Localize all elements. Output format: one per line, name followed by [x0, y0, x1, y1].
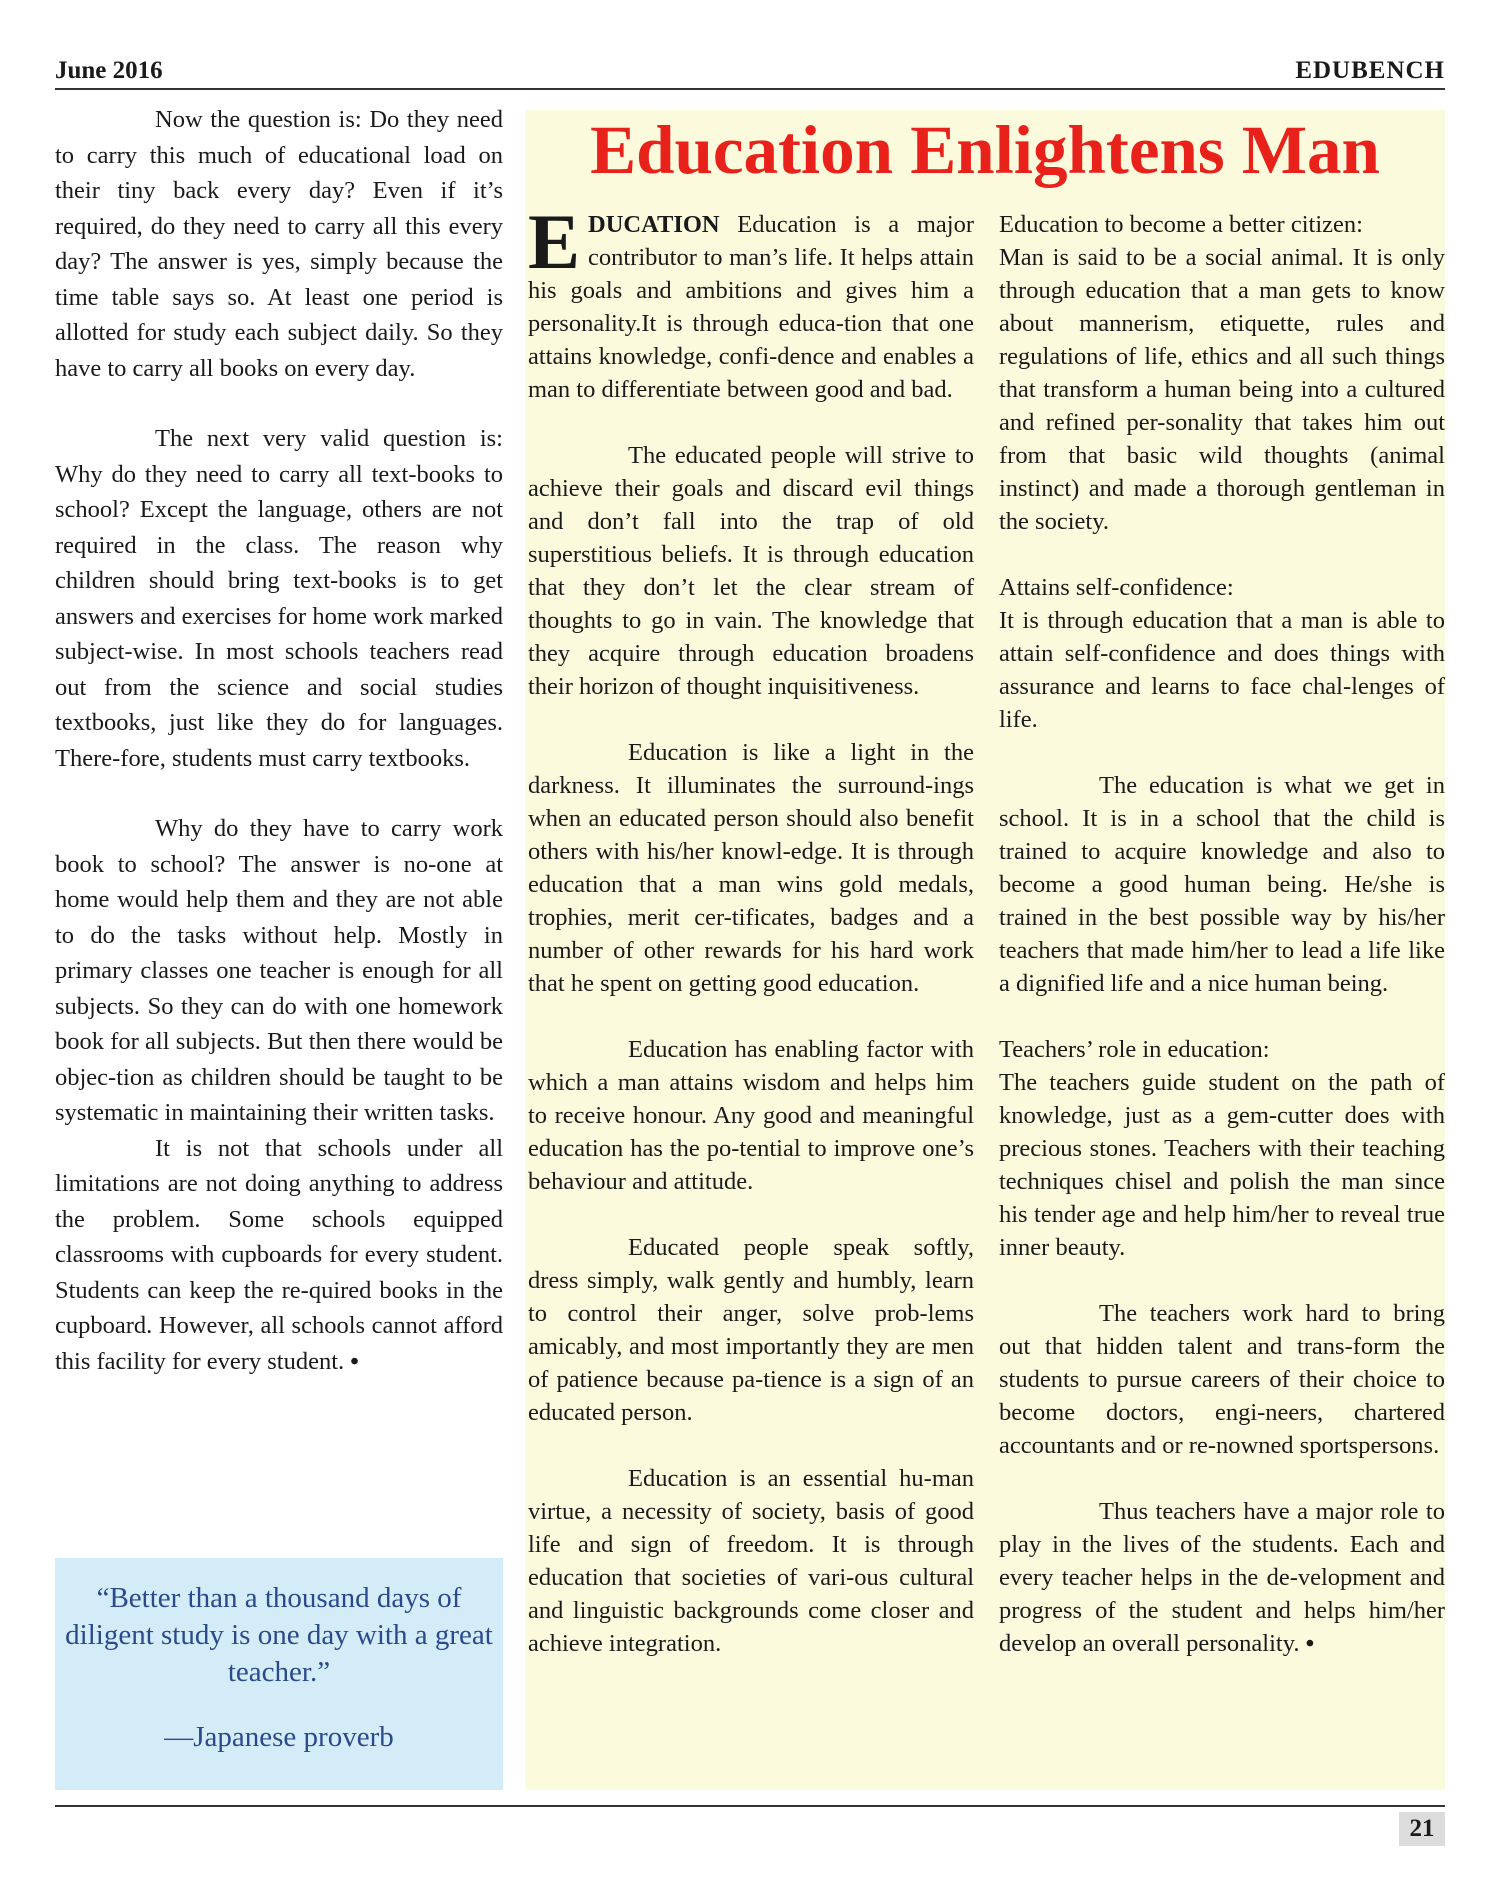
subheading-teachers-role: Teachers’ role in education:: [999, 1036, 1270, 1063]
article-paragraph: The teachers guide student on the path of knowledge, just as a gem-cutter does with precious stones. Teachers with their teaching techniques chisel and polish the man since his tender age and help him/her to reveal true inner beauty.: [999, 1069, 1445, 1261]
lead-paragraph-text: Education is a major contributor to man’s life. It helps attain his goals and ambitions and gives him a personality.It is through educa-tion that one attains knowledge, confi-dence and enables a man to differentiate between good and bad.: [528, 211, 974, 403]
left-paragraph-2: The next very valid question is: Why do they need to carry all text-books to school? Except the language, others are not required in the class. The reason why children should bring text-books is to get answers and exercises for home work marked subject-wise. In most schools teachers read out from the science and social studies textbooks, just like they do for languages. There-fore, students must carry textbooks.: [55, 425, 503, 772]
article-paragraph: Man is said to be a social animal. It is only through education that a man gets to know about mannerism, etiquette, rules and regulations of life, ethics and all such things that transform a human being into a cultured and refined per-sonality that takes him out from that basic wild thoughts (animal instinct) and made a thorough gentleman in the society.: [999, 244, 1445, 535]
subheading-better-citizen: Education to become a better citizen:: [999, 211, 1363, 238]
quote-box: [55, 1558, 503, 1790]
article-paragraph: The educated people will strive to achieve their goals and discard evil things and don’t fall into the trap of old superstitious beliefs. It is through education that they don’t let the clear stream of thoughts to go in vain. The knowledge that they acquire through education broadens their horizon of thought inquisitiveness.: [528, 442, 974, 700]
left-column: [55, 102, 503, 1379]
footer-rule: [55, 1805, 1445, 1807]
final-paragraph-text: Thus teachers have a major role to play in the lives of the students. Each and every teacher helps in the de-velopment and progress of the student and helps him/her develop an overall personality.: [999, 1498, 1445, 1657]
page-number: 21: [1399, 1812, 1445, 1846]
end-mark: •: [350, 1347, 359, 1375]
magazine-name: EDUBENCH: [1295, 57, 1445, 84]
subheading-self-confidence: Attains self-confidence:: [999, 574, 1234, 601]
article-paragraph: The education is what we get in school. It is in a school that the child is trained to acquire knowledge and also to become a good human being. He/she is trained in the best possible way by his/her teachers that made him/her to lead a life like a dignified life and a nice human being.: [999, 772, 1445, 997]
article-headline: Education Enlightens Man: [590, 112, 1380, 188]
article-paragraph: Education is an essential hu-man virtue, a necessity of society, basis of good life and sign of freedom. It is through education that societies of vari-ous cultural and linguistic backgrounds come closer and achieve integration.: [528, 1465, 974, 1657]
article-lead-paragraph: [528, 198, 974, 406]
article-paragraph: Education is like a light in the darkness. It illuminates the surround-ings when an educated person should also benefit others with his/her knowl-edge. It is through education that a man wins gold medals, trophies, merit cer-tificates, badges and a number of other rewards for his hard work that he spent on getting good education.: [528, 739, 974, 997]
left-paragraph-3: Why do they have to carry work book to school? The answer is no-one at home would help them and they are not able to do the tasks without help. Mostly in primary classes one teacher is enough for all subjects. So they can do with one homework book for all subjects. But then there would be objec-tion as children should be taught to be systematic in maintaining their written tasks.: [55, 815, 503, 1126]
article-paragraph: Education has enabling factor with which a man attains wisdom and helps him to receive honour. Any good and meaningful education has the po-tential to improve one’s behaviour and attitude.: [528, 1036, 974, 1195]
running-header: [55, 56, 1445, 90]
quote-attribution: —Japanese proverb: [164, 1721, 394, 1753]
quote-text: “Better than a thousand days of diligent study is one day with a great teacher.”: [65, 1582, 493, 1688]
article-paragraph: The teachers work hard to bring out that hidden talent and trans-form the students to pursue careers of their choice to become doctors, engi-neers, chartered accountants and or re-nowned sportspersons.: [999, 1300, 1445, 1459]
issue-date: June 2016: [55, 57, 163, 84]
article-paragraph-final: [999, 1495, 1445, 1660]
article-paragraph: It is through education that a man is able to attain self-confidence and does things with assurance and learns to face chal-lenges of life.: [999, 607, 1445, 733]
end-mark: •: [1305, 1630, 1315, 1657]
left-paragraph-4-text: It is not that schools under all limitations are not doing anything to address the problem. Some schools equipped classrooms with cupboards for every student. Students can keep the re-quired books in the cupboard. However, all schools cannot afford this facility for every student.: [55, 1134, 503, 1375]
article-paragraph: Educated people speak softly, dress simply, walk gently and humbly, learn to control their anger, solve prob-lems amicably, and most importantly they are men of patience because pa-tience is a sign of an educated person.: [528, 1234, 974, 1426]
left-paragraph-4: [55, 1131, 503, 1380]
article-column-2: [999, 208, 1445, 1660]
article-column-1: [528, 198, 974, 1660]
article: [525, 110, 1445, 1790]
drop-cap: E: [528, 198, 581, 285]
left-paragraph-1: Now the question is: Do they need to carry this much of educational load on their tiny back every day? Even if it’s required, do they need to carry all this every day? The answer is yes, simply because the time table says so. At least one period is allotted for study each subject daily. So they have to carry all books on every day.: [55, 106, 503, 382]
lead-word: DUCATION: [588, 211, 720, 238]
